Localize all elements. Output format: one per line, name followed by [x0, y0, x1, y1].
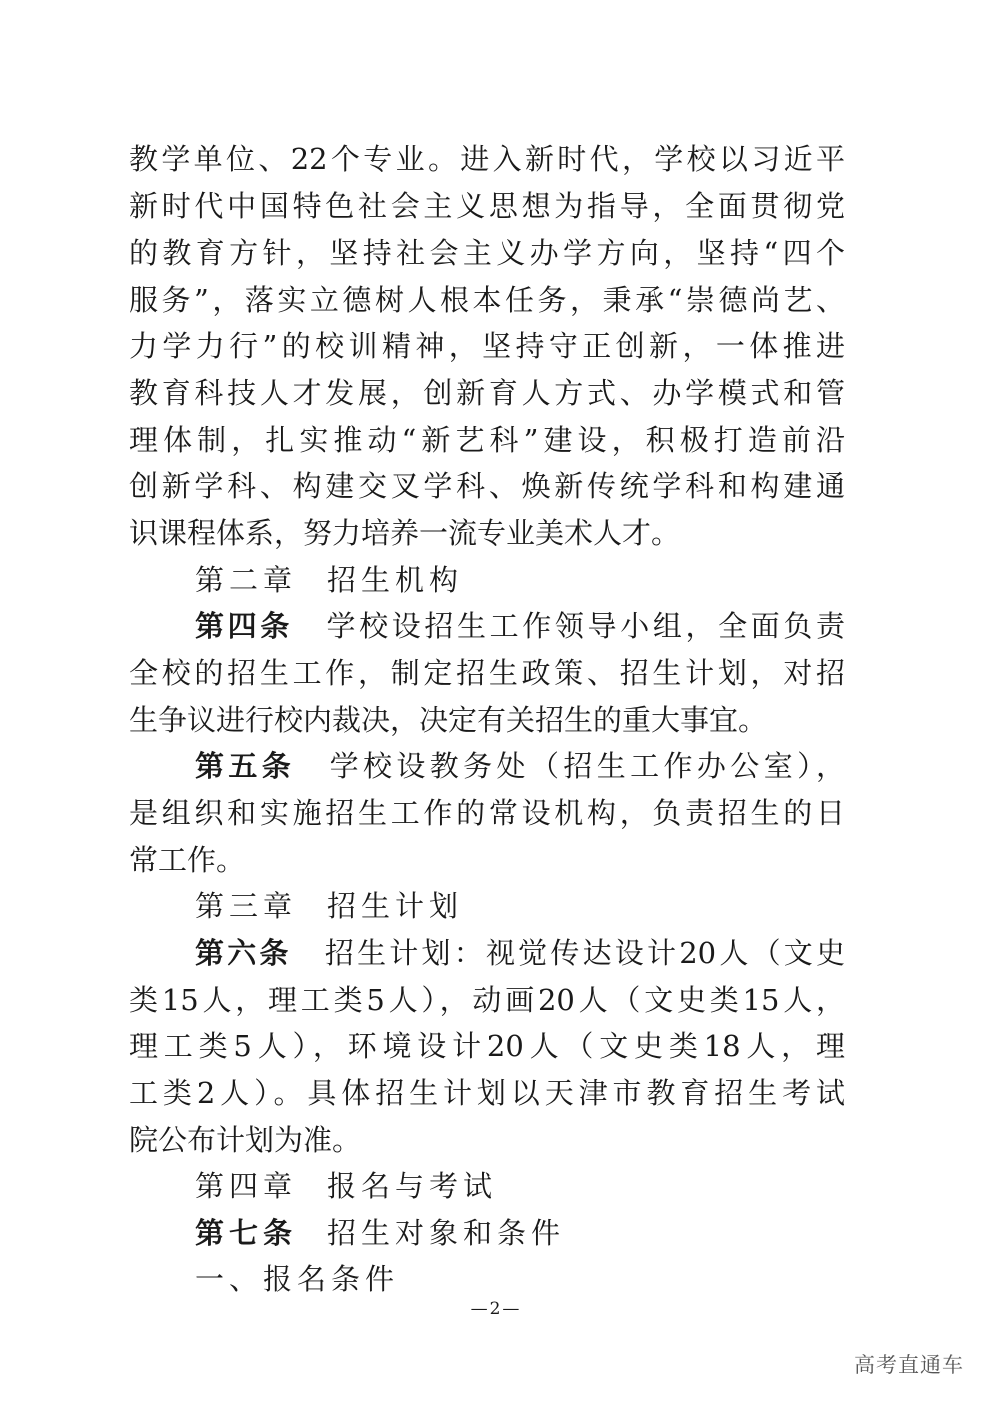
body-line: 是组织和实施招生工作的常设机构，负责招生的日 [129, 796, 845, 830]
subsection-heading: 一、报名条件 [195, 1262, 400, 1296]
chapter-title: 招生计划 [327, 889, 464, 923]
article-7-line [195, 1213, 845, 1253]
body-line: 生争议进行校内裁决，决定有关招生的重大事宜。 [129, 703, 768, 737]
chapter-2-heading [195, 560, 845, 600]
body-line: 新时代中国特色社会主义思想为指导，全面贯彻党 [129, 189, 845, 223]
chapter-title: 招生机构 [327, 563, 464, 597]
body-line: 类15人，理工类5人），动画20人（文史类15人， [129, 983, 845, 1017]
article-label: 第五条 [195, 749, 296, 783]
body-line: 创新学科、构建交叉学科、焕新传统学科和构建通 [129, 469, 845, 503]
article-text: 学校设教务处（招生工作办公室）， [325, 749, 845, 783]
article-label: 第六条 [195, 936, 292, 970]
body-line: 全校的招生工作，制定招生政策、招生计划，对招 [129, 656, 845, 690]
body-line: 工类2人）。具体招生计划以天津市教育招生考试 [129, 1076, 845, 1110]
article-text: 学校设招生工作领导小组，全面负责 [322, 609, 845, 643]
chapter-number: 第四章 [195, 1169, 298, 1203]
chapter-4-heading [195, 1166, 845, 1206]
chapter-title: 报名与考试 [327, 1169, 498, 1203]
article-text: 招生计划：视觉传达设计20人（文史 [321, 936, 845, 970]
chapter-number: 第三章 [195, 889, 298, 923]
chapter-number: 第二章 [195, 563, 298, 597]
body-line: 常工作。 [129, 843, 246, 877]
article-label: 第七条 [195, 1216, 298, 1250]
article-5-first-line [195, 746, 845, 786]
article-6-first-line [195, 933, 845, 973]
body-line: 教学单位、22个专业。进入新时代，学校以习近平 [129, 142, 845, 176]
body-line: 理工类5人），环境设计20人（文史类18人，理 [129, 1029, 845, 1063]
article-4-first-line [195, 606, 845, 646]
body-line: 院公布计划为准。 [129, 1123, 362, 1157]
page-number: —2— [470, 1299, 522, 1319]
body-line: 力学力行”的校训精神，坚持守正创新，一体推进 [129, 329, 845, 363]
body-line: 理体制，扎实推动“新艺科”建设，积极打造前沿 [129, 423, 845, 457]
body-line: 识课程体系，努力培养一流专业美术人才。 [129, 516, 681, 550]
chapter-3-heading [195, 886, 845, 926]
body-line: 服务”，落实立德树人根本任务，秉承“崇德尚艺、 [129, 283, 845, 317]
article-label: 第四条 [195, 609, 293, 643]
watermark: 高考直通车 [854, 1353, 964, 1377]
body-line: 的教育方针，坚持社会主义办学方向，坚持“四个 [129, 236, 845, 270]
body-line: 教育科技人才发展，创新育人方式、办学模式和管 [129, 376, 845, 410]
article-text: 招生对象和条件 [327, 1216, 566, 1250]
